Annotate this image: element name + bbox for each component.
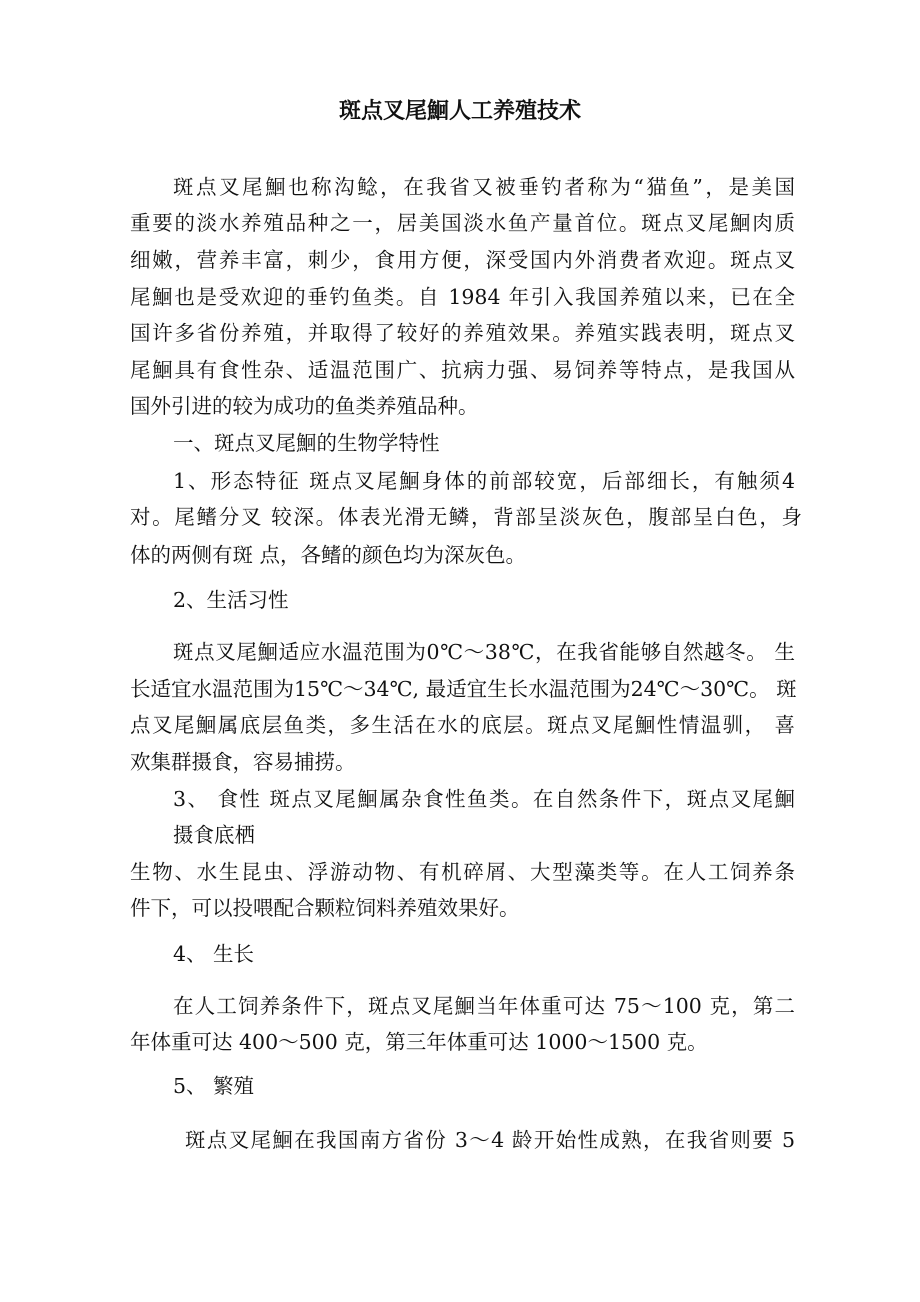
paragraph-line: 体的两侧有斑 点，各鳍的颜色均为深灰色。 [130,543,527,567]
subsection-heading: 4、 生长 [173,942,255,966]
paragraph-line: 尾鮰也是受欢迎的垂钓鱼类。自 1984 年引入我国养殖以来，已在全 [130,285,795,309]
paragraph-line: 摄食底栖 [173,823,255,847]
paragraph-line: 长适宜水温范围为15℃～34℃, 最适宜生长水温范围为24℃～30℃。 斑 [130,677,797,701]
paragraph-line: 点叉尾鮰属底层鱼类，多生活在水的底层。斑点叉尾鮰性情温驯， 喜 [130,713,795,737]
paragraph-line: 1、形态特征 斑点叉尾鮰身体的前部较宽，后部细长，有触须4 [173,469,795,493]
document-title: 斑点叉尾鮰人工养殖技术 [338,98,581,124]
paragraph-line: 在人工饲养条件下，斑点叉尾鮰当年体重可达 75～100 克，第二 [173,994,795,1018]
paragraph-line: 细嫩，营养丰富，刺少，食用方便，深受国内外消费者欢迎。斑点叉 [130,248,795,272]
paragraph-line: 重要的淡水养殖品种之一，居美国淡水鱼产量首位。斑点叉尾鮰肉质 [130,211,795,235]
subsection-heading: 3、 食性 斑点叉尾鮰属杂食性鱼类。在自然条件下，斑点叉尾鮰 [173,787,795,811]
paragraph-line: 斑点叉尾鮰适应水温范围为0℃～38℃，在我省能够自然越冬。 生 [173,640,795,664]
paragraph-line: 对。尾鳍分叉 较深。体表光滑无鳞，背部呈淡灰色，腹部呈白色，身 [130,505,802,529]
paragraph-line: 生物、水生昆虫、浮游动物、有机碎屑、大型藻类等。在人工饲养条 [130,860,795,884]
paragraph-line: 国外引进的较为成功的鱼类养殖品种。 [130,394,479,418]
paragraph-line: 斑点叉尾鮰也称沟鲶，在我省又被垂钓者称为“猫鱼”，是美国 [173,175,795,199]
section-heading: 一、斑点叉尾鮰的生物学特性 [173,431,440,455]
paragraph-line: 年体重可达 400～500 克，第三年体重可达 1000～1500 克。 [130,1030,708,1054]
subsection-heading: 5、 繁殖 [173,1074,255,1098]
paragraph-line: 斑点叉尾鮰在我国南方省份 3～4 龄开始性成熟，在我省则要 5 [185,1128,795,1152]
paragraph-line: 国许多省份养殖，并取得了较好的养殖效果。养殖实践表明，斑点叉 [130,321,795,345]
paragraph-line: 尾鮰具有食性杂、适温范围广、抗病力强、易饲养等特点，是我国从 [130,358,795,382]
subsection-heading: 2、生活习性 [173,588,289,612]
paragraph-line: 欢集群摄食，容易捕捞。 [130,750,356,774]
paragraph-line: 件下，可以投喂配合颗粒饲料养殖效果好。 [130,896,520,920]
